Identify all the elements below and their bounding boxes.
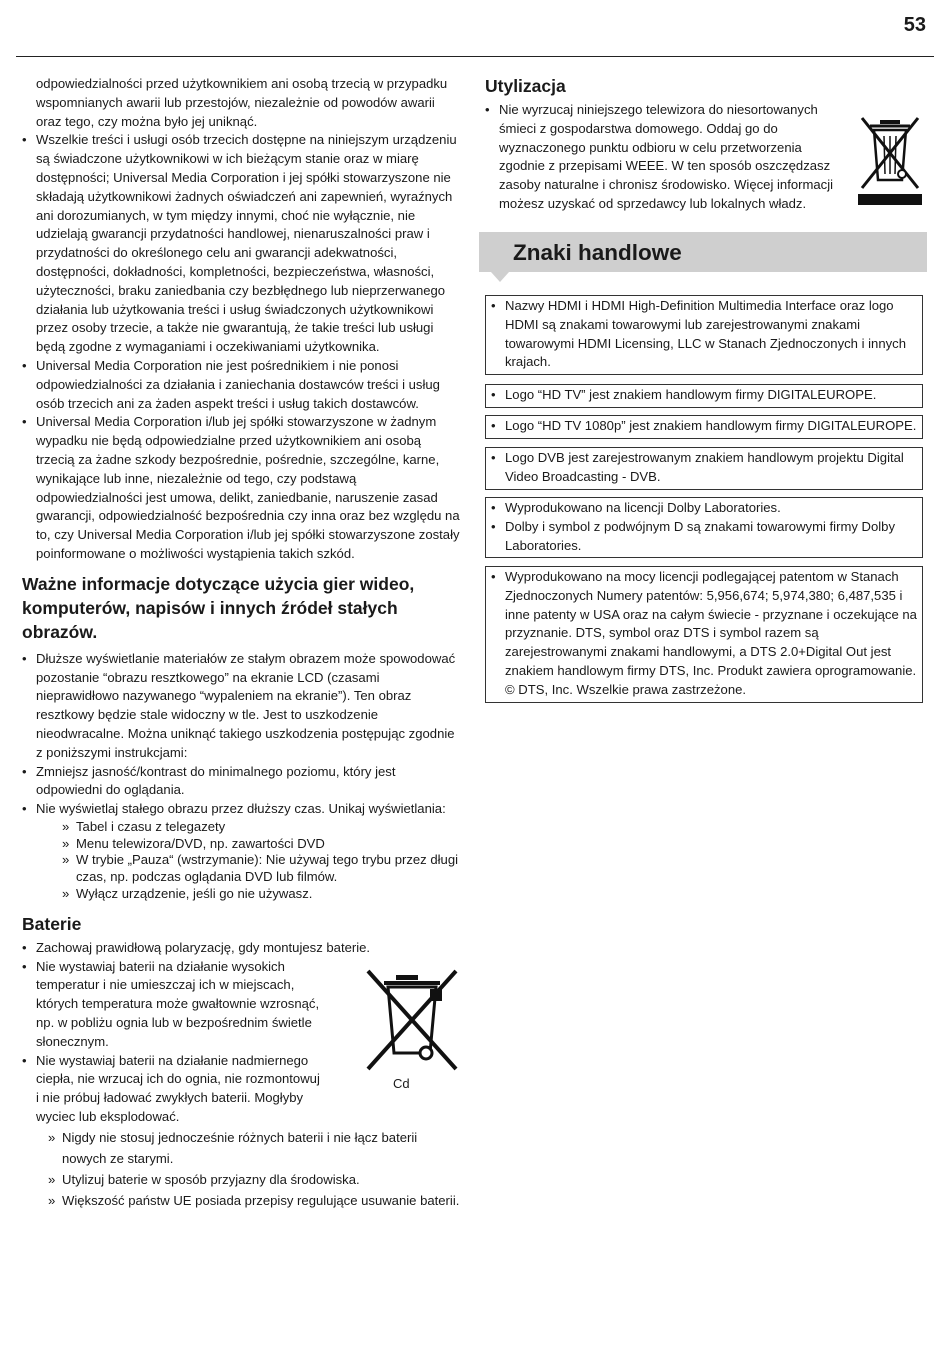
- sub-list-item: » Wyłącz urządzenie, jeśli go nie używasz.: [62, 886, 462, 903]
- liability-list: [22, 75, 462, 564]
- sub-list-item: » Utylizuj baterie w sposób przyjazny dla środowiska.: [48, 1169, 462, 1190]
- page-number: 53: [903, 14, 926, 36]
- banner-pointer: [491, 272, 509, 282]
- list-item: • Zmniejsz jasność/kontrast do minimalnego poziomu, który jest odpowiedni do oglądania.: [22, 763, 462, 801]
- list-item: • Wyprodukowano na licencji Dolby Laboratories.: [491, 499, 922, 518]
- disposal-heading: Utylizacja: [485, 76, 566, 96]
- disposal-list: [485, 101, 835, 214]
- list-item: • Logo DVB jest zarejestrowanym znakiem handlowym projektu Digital Video Broadcasting - DVB.: [491, 449, 922, 487]
- sub-list-item: » Większość państw UE posiada przepisy regulujące usuwanie baterii.: [48, 1190, 462, 1211]
- list-item: • Wszelkie treści i usługi osób trzecich dostępne na niniejszym urządzeniu są świadczone użytkownikowi w ich bieżącym stanie oraz w miarę dostępności; Universal Media Corporation i jej spółki stowarzyszone nie składają użytkownikowi żadnych oświadczeń ani zapewnień, wyraźnych ani dorozumianych, w tym między innymi, choć nie wyłącznie, nie udzielają gwarancji przydatności handlowej, nienaruszalności praw i przydatności do określonego celu ani gwarancji adekwatności, dostępności, dokładności, kompletności, bezpieczeństwa, własności, użyteczności, braku zaniedbania czy bezbłędnego lub nieprzerwanego działania lub użytkowania treści i usług świadczonych użytkownikowi przez osoby trzecie, a także nie gwarantują, że takie treści lub usługi będą zgodne z wymaganiami i oczekiwaniami użytkownika.: [22, 131, 462, 357]
- trademark-box-dolby: [485, 497, 923, 558]
- list-item-text: Nie wyświetlaj stałego obrazu przez dłuższy czas. Unikaj wyświetlania:: [36, 801, 446, 817]
- list-item: odpowiedzialności przed użytkownikiem ani osobą trzecią w przypadku wspomnianych awarii lub przestojów, niezależnie od powodów awarii oraz tego, czy można było jej uniknąć.: [36, 76, 448, 129]
- sub-list-item: » Nigdy nie stosuj jednocześnie różnych baterii i nie łącz baterii nowych ze starymi.: [48, 1127, 462, 1169]
- sub-list-item: » W trybie „Pauza“ (wstrzymanie): Nie używaj tego trybu przez długi czas, np. podczas oglądania DVD lub filmów.: [62, 852, 462, 886]
- crossed-bin-icon: [362, 965, 462, 1075]
- sub-list-item: » Menu telewizora/DVD, np. zawartości DVD: [62, 836, 462, 853]
- battery-heading: Baterie: [22, 913, 82, 934]
- trademark-box-hdtv: [485, 384, 923, 408]
- trademark-box-dts: [485, 566, 923, 703]
- list-item: • Zachowaj prawidłową polaryzację, gdy montujesz baterie.: [22, 939, 462, 958]
- sub-list-item: » Tabel i czasu z telegazety: [62, 819, 462, 836]
- trademarks-banner: [479, 232, 927, 272]
- list-item: • Nie wyrzucaj niniejszego telewizora do niesortowanych śmieci z gospodarstwa domowego. Oddaj go do wyznaczonego punktu odbioru w celu przetworzenia zgodnie z przepisami WEEE. W ten sposób oszczędzasz zasoby naturalne i chronisz środowisko. Więcej informacji możesz uzyskać od sprzedawcy lub lokalnych władz.: [485, 101, 835, 214]
- list-item: • Nie wystawiaj baterii na działanie nadmiernego ciepła, nie wrzucaj ich do ognia, nie rozmontowuj i nie próbuj ładować zwykłych baterii. Mogłyby wyciec lub eksplodować.: [22, 1052, 326, 1127]
- list-item: • Universal Media Corporation nie jest pośrednikiem i nie ponosi odpowiedzialności za działania i zaniechania dostawców treści i usług osób trzecich ani za żaden aspekt treści i usług takich dostawców.: [22, 357, 462, 413]
- list-item: • Nie wystawiaj baterii na działanie wysokich temperatur i nie umieszczaj ich w miejscach, których temperatura może gwałtownie wzrosnąć, np. w pobliżu ognia lub w bezpośrednim świetle słonecznym.: [22, 958, 326, 1052]
- list-item: • Logo “HD TV” jest znakiem handlowym firmy DIGITALEUROPE.: [491, 386, 922, 405]
- list-item: • Wyprodukowano na mocy licencji podlegającej patentom w Stanach Zjednoczonych Numery patentów: 5,956,674; 5,974,380; 6,487,535 i inne patenty w USA oraz na całym świecie - przyznane i oczekujące na przyznanie. DTS, symbol oraz DTS i symbol razem są zarejestrowanymi znakami handlowymi, a DTS 2.0+Digital Out jest znakiem handlowym firmy DTS, Inc. Produkt zawiera oprogramowanie. © DTS, Inc. Wszelkie prawa zastrzeżone.: [491, 568, 922, 700]
- list-item: • Dolby i symbol z podwójnym D są znakami towarowymi firmy Dolby Laboratories.: [491, 518, 922, 556]
- list-item: • Dłuższe wyświetlanie materiałów ze stałym obrazem może spowodować pozostanie “obrazu resztkowego” na ekranie LCD (czasami nieprawidłowo nazywanego “wypaleniem na ekranie”). Ten obraz resztkowy będzie stale widoczny w tle. Jest to uszkodzenie nieodwracalne. Można uniknąć takiego uszkodzenia postępując zgodnie z poniższymi instrukcjami:: [22, 650, 462, 763]
- games-list: [22, 650, 462, 903]
- weee-bin-icon: [856, 112, 924, 207]
- list-item: • Universal Media Corporation i/lub jej spółki stowarzyszone w żadnym wypadku nie będą odpowiedzialne przed użytkownikiem ani osobą trzecią za żadne szkody bezpośrednie, pośrednie, szczególne, karne, wynikające lub inne, niezależnie od tego, czy podstawą odpowiedzialności jest umowa, delikt, zaniedbanie, naruszenie zasad gwarancji, odpowiedzialność bezpośrednia czy inna oraz bez względu na to, czy Universal Media Corporation i/lub jej spółki stowarzyszone zostały poinformowane o możliwości wystąpienia takich szkód.: [22, 413, 462, 563]
- trademark-box-dvb: [485, 447, 923, 490]
- header-rule: [16, 56, 934, 57]
- list-item: • Logo “HD TV 1080p” jest znakiem handlowym firmy DIGITALEUROPE.: [491, 417, 922, 436]
- trademark-box-hdmi: [485, 295, 923, 375]
- cd-label: Cd: [393, 1076, 410, 1091]
- trademark-box-hdtv1080p: [485, 415, 923, 439]
- games-heading: Ważne informacje dotyczące użycia gier wideo, komputerów, napisów i innych źródeł stałych obrazów.: [22, 573, 415, 642]
- list-item: • Nazwy HDMI i HDMI High-Definition Multimedia Interface oraz logo HDMI są znakami towarowymi lub zarejestrowanymi znakami towarowymi HDMI Licensing, LLC w Stanach Zjednoczonych i innych krajach.: [491, 297, 922, 372]
- sub-list: [36, 819, 462, 903]
- list-item: [22, 800, 462, 903]
- battery-sub-list: [22, 1127, 462, 1211]
- trademarks-heading: Znaki handlowe: [513, 240, 682, 265]
